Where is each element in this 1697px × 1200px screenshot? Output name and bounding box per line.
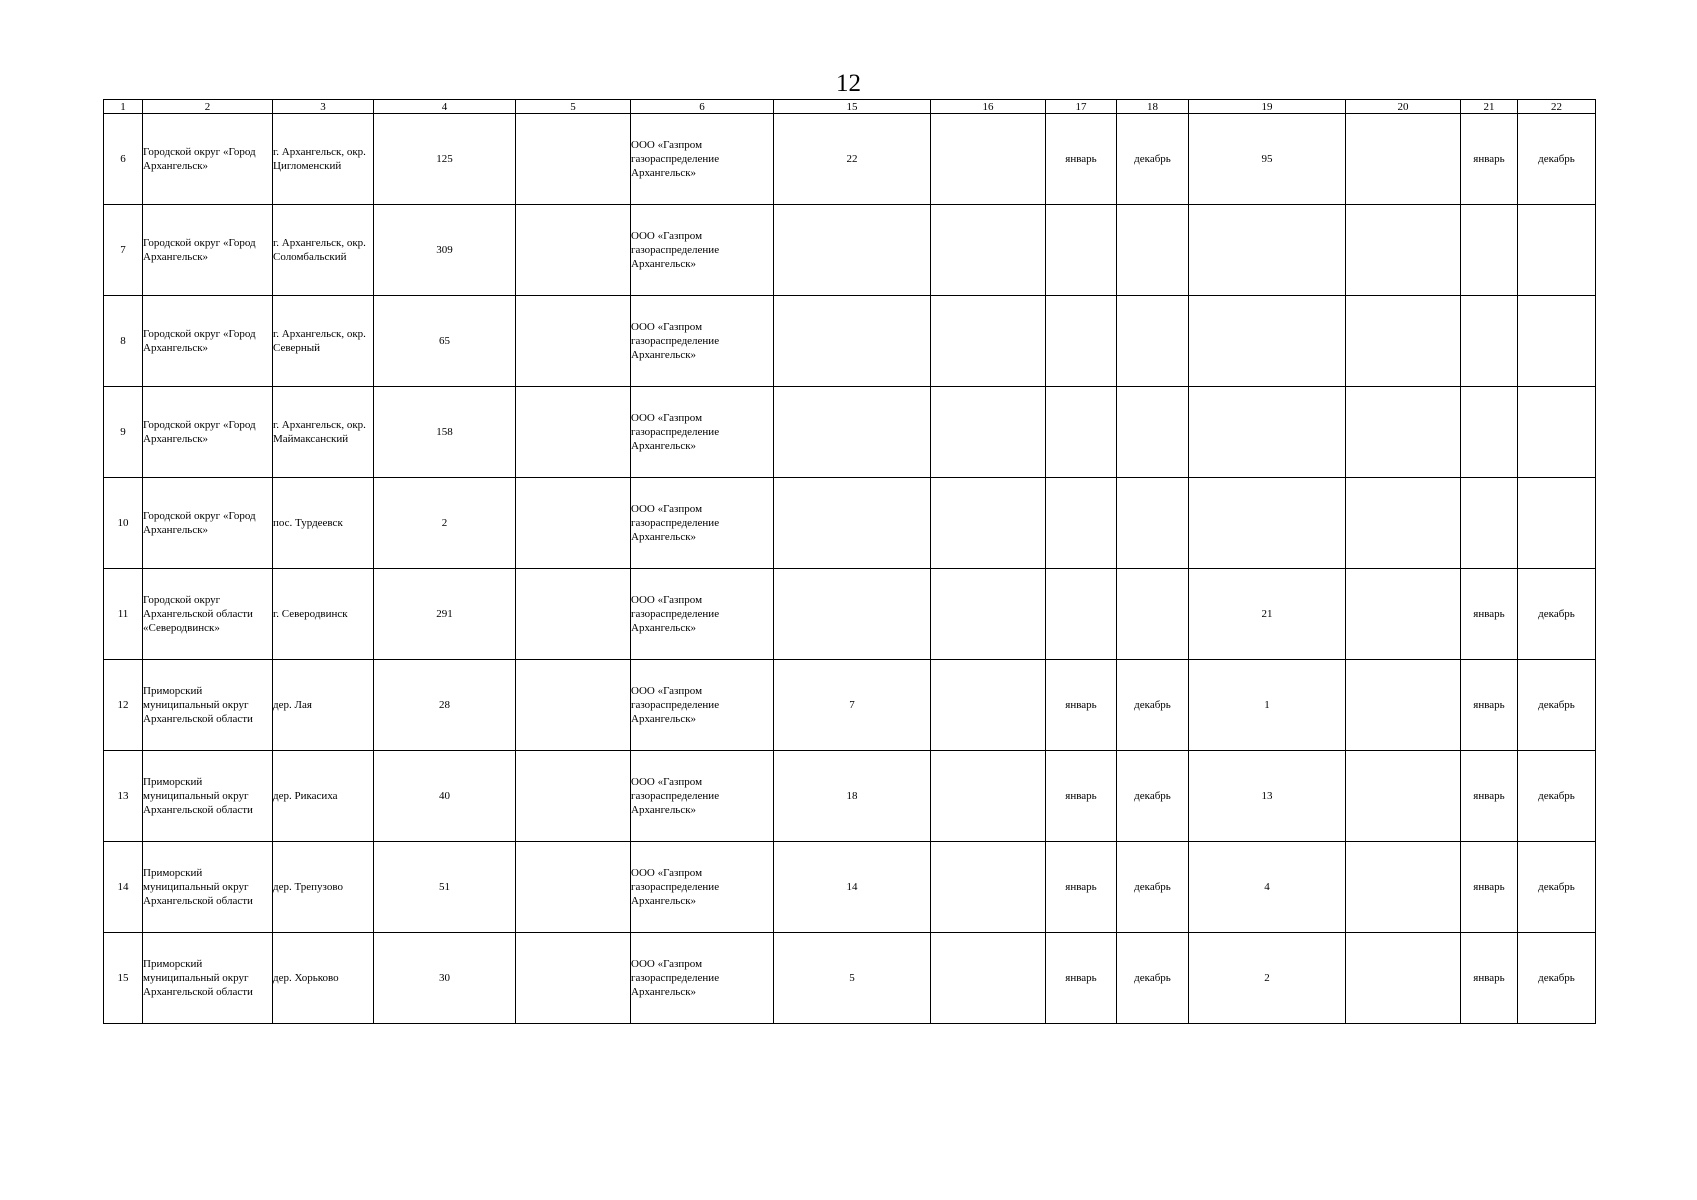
value-cell-19: 4 bbox=[1189, 842, 1346, 933]
table-row bbox=[104, 660, 1596, 751]
header-cell: 1 bbox=[104, 100, 143, 114]
settlement-cell: пос. Турдеевск bbox=[273, 478, 374, 569]
end-month-cell-22: декабрь bbox=[1518, 751, 1596, 842]
value-cell-15: 7 bbox=[774, 660, 931, 751]
value-cell-19 bbox=[1189, 478, 1346, 569]
end-month-cell-22 bbox=[1518, 478, 1596, 569]
value-cell-4: 65 bbox=[374, 296, 516, 387]
table-row bbox=[104, 751, 1596, 842]
start-month-cell-21: январь bbox=[1461, 660, 1518, 751]
value-cell-15: 18 bbox=[774, 751, 931, 842]
start-month-cell-21: январь bbox=[1461, 842, 1518, 933]
row-number-cell: 9 bbox=[104, 387, 143, 478]
end-month-cell-22: декабрь bbox=[1518, 660, 1596, 751]
organization-cell: ООО «Газпром газораспределение Архангельск» bbox=[631, 569, 774, 660]
municipality-cell: Приморский муниципальный округ Архангельской области bbox=[143, 842, 273, 933]
value-cell-20 bbox=[1346, 296, 1461, 387]
value-cell-19: 1 bbox=[1189, 660, 1346, 751]
organization-cell: ООО «Газпром газораспределение Архангельск» bbox=[631, 751, 774, 842]
value-cell-20 bbox=[1346, 933, 1461, 1024]
value-cell-15 bbox=[774, 387, 931, 478]
header-cell: 3 bbox=[273, 100, 374, 114]
table-body bbox=[104, 114, 1596, 1024]
settlement-cell: дер. Лая bbox=[273, 660, 374, 751]
start-month-cell-17 bbox=[1046, 205, 1117, 296]
row-number-cell: 11 bbox=[104, 569, 143, 660]
value-cell-20 bbox=[1346, 387, 1461, 478]
organization-cell: ООО «Газпром газораспределение Архангельск» bbox=[631, 842, 774, 933]
value-cell-5 bbox=[516, 933, 631, 1024]
header-cell: 21 bbox=[1461, 100, 1518, 114]
value-cell-4: 51 bbox=[374, 842, 516, 933]
header-cell: 15 bbox=[774, 100, 931, 114]
header-cell: 2 bbox=[143, 100, 273, 114]
start-month-cell-21 bbox=[1461, 387, 1518, 478]
municipality-cell: Приморский муниципальный округ Архангельской области bbox=[143, 751, 273, 842]
start-month-cell-21 bbox=[1461, 205, 1518, 296]
start-month-cell-17 bbox=[1046, 569, 1117, 660]
value-cell-5 bbox=[516, 114, 631, 205]
end-month-cell-18: декабрь bbox=[1117, 660, 1189, 751]
end-month-cell-22: декабрь bbox=[1518, 933, 1596, 1024]
value-cell-5 bbox=[516, 205, 631, 296]
organization-cell: ООО «Газпром газораспределение Архангельск» bbox=[631, 478, 774, 569]
end-month-cell-18: декабрь bbox=[1117, 751, 1189, 842]
municipality-cell: Городской округ «Город Архангельск» bbox=[143, 205, 273, 296]
table-row bbox=[104, 842, 1596, 933]
table-header bbox=[104, 100, 1596, 114]
table-row bbox=[104, 933, 1596, 1024]
value-cell-16 bbox=[931, 296, 1046, 387]
start-month-cell-17: январь bbox=[1046, 751, 1117, 842]
value-cell-15: 14 bbox=[774, 842, 931, 933]
organization-cell: ООО «Газпром газораспределение Архангельск» bbox=[631, 660, 774, 751]
end-month-cell-18: декабрь bbox=[1117, 933, 1189, 1024]
end-month-cell-18 bbox=[1117, 296, 1189, 387]
header-cell: 19 bbox=[1189, 100, 1346, 114]
value-cell-4: 158 bbox=[374, 387, 516, 478]
value-cell-16 bbox=[931, 205, 1046, 296]
header-cell: 5 bbox=[516, 100, 631, 114]
value-cell-5 bbox=[516, 842, 631, 933]
end-month-cell-22 bbox=[1518, 205, 1596, 296]
page-number: 12 bbox=[836, 70, 861, 97]
value-cell-20 bbox=[1346, 842, 1461, 933]
header-cell: 22 bbox=[1518, 100, 1596, 114]
header-cell: 20 bbox=[1346, 100, 1461, 114]
value-cell-4: 125 bbox=[374, 114, 516, 205]
settlement-cell: г. Архангельск, окр. Соломбальский bbox=[273, 205, 374, 296]
start-month-cell-21: январь bbox=[1461, 751, 1518, 842]
value-cell-20 bbox=[1346, 478, 1461, 569]
value-cell-19 bbox=[1189, 205, 1346, 296]
start-month-cell-17 bbox=[1046, 387, 1117, 478]
end-month-cell-18 bbox=[1117, 569, 1189, 660]
table-row bbox=[104, 478, 1596, 569]
value-cell-19 bbox=[1189, 387, 1346, 478]
end-month-cell-18 bbox=[1117, 478, 1189, 569]
header-cell: 17 bbox=[1046, 100, 1117, 114]
value-cell-15 bbox=[774, 478, 931, 569]
value-cell-16 bbox=[931, 660, 1046, 751]
row-number-cell: 10 bbox=[104, 478, 143, 569]
settlement-cell: дер. Рикасиха bbox=[273, 751, 374, 842]
value-cell-5 bbox=[516, 660, 631, 751]
value-cell-20 bbox=[1346, 751, 1461, 842]
value-cell-4: 291 bbox=[374, 569, 516, 660]
value-cell-5 bbox=[516, 751, 631, 842]
value-cell-16 bbox=[931, 751, 1046, 842]
settlement-cell: г. Северодвинск bbox=[273, 569, 374, 660]
value-cell-19: 13 bbox=[1189, 751, 1346, 842]
end-month-cell-22 bbox=[1518, 387, 1596, 478]
settlement-cell: дер. Трепузово bbox=[273, 842, 374, 933]
row-number-cell: 12 bbox=[104, 660, 143, 751]
value-cell-16 bbox=[931, 842, 1046, 933]
value-cell-20 bbox=[1346, 660, 1461, 751]
header-cell: 6 bbox=[631, 100, 774, 114]
end-month-cell-18 bbox=[1117, 205, 1189, 296]
start-month-cell-17: январь bbox=[1046, 114, 1117, 205]
value-cell-16 bbox=[931, 114, 1046, 205]
value-cell-15: 5 bbox=[774, 933, 931, 1024]
value-cell-15 bbox=[774, 569, 931, 660]
settlement-cell: г. Архангельск, окр. Маймаксанский bbox=[273, 387, 374, 478]
municipality-cell: Городской округ «Город Архангельск» bbox=[143, 478, 273, 569]
table-row bbox=[104, 205, 1596, 296]
settlement-cell: г. Архангельск, окр. Цигломенский bbox=[273, 114, 374, 205]
value-cell-19: 21 bbox=[1189, 569, 1346, 660]
value-cell-16 bbox=[931, 478, 1046, 569]
start-month-cell-17 bbox=[1046, 296, 1117, 387]
organization-cell: ООО «Газпром газораспределение Архангельск» bbox=[631, 296, 774, 387]
value-cell-20 bbox=[1346, 114, 1461, 205]
end-month-cell-18: декабрь bbox=[1117, 114, 1189, 205]
end-month-cell-22: декабрь bbox=[1518, 114, 1596, 205]
start-month-cell-21 bbox=[1461, 296, 1518, 387]
value-cell-19: 2 bbox=[1189, 933, 1346, 1024]
settlement-cell: г. Архангельск, окр. Северный bbox=[273, 296, 374, 387]
row-number-cell: 6 bbox=[104, 114, 143, 205]
data-table bbox=[103, 99, 1596, 1024]
table-row bbox=[104, 569, 1596, 660]
municipality-cell: Приморский муниципальный округ Архангельской области bbox=[143, 933, 273, 1024]
value-cell-5 bbox=[516, 296, 631, 387]
row-number-cell: 14 bbox=[104, 842, 143, 933]
municipality-cell: Городской округ Архангельской области «Северодвинск» bbox=[143, 569, 273, 660]
start-month-cell-17: январь bbox=[1046, 842, 1117, 933]
value-cell-20 bbox=[1346, 205, 1461, 296]
start-month-cell-21: январь bbox=[1461, 569, 1518, 660]
table-row bbox=[104, 296, 1596, 387]
header-cell: 16 bbox=[931, 100, 1046, 114]
value-cell-4: 309 bbox=[374, 205, 516, 296]
value-cell-5 bbox=[516, 478, 631, 569]
row-number-cell: 7 bbox=[104, 205, 143, 296]
value-cell-20 bbox=[1346, 569, 1461, 660]
value-cell-16 bbox=[931, 933, 1046, 1024]
value-cell-15: 22 bbox=[774, 114, 931, 205]
row-number-cell: 8 bbox=[104, 296, 143, 387]
value-cell-16 bbox=[931, 569, 1046, 660]
value-cell-4: 30 bbox=[374, 933, 516, 1024]
end-month-cell-18: декабрь bbox=[1117, 842, 1189, 933]
value-cell-4: 40 bbox=[374, 751, 516, 842]
value-cell-15 bbox=[774, 296, 931, 387]
organization-cell: ООО «Газпром газораспределение Архангельск» bbox=[631, 205, 774, 296]
value-cell-16 bbox=[931, 387, 1046, 478]
organization-cell: ООО «Газпром газораспределение Архангельск» bbox=[631, 114, 774, 205]
organization-cell: ООО «Газпром газораспределение Архангельск» bbox=[631, 933, 774, 1024]
value-cell-15 bbox=[774, 205, 931, 296]
header-cell: 18 bbox=[1117, 100, 1189, 114]
organization-cell: ООО «Газпром газораспределение Архангельск» bbox=[631, 387, 774, 478]
value-cell-4: 28 bbox=[374, 660, 516, 751]
end-month-cell-22: декабрь bbox=[1518, 569, 1596, 660]
end-month-cell-18 bbox=[1117, 387, 1189, 478]
start-month-cell-21 bbox=[1461, 478, 1518, 569]
municipality-cell: Городской округ «Город Архангельск» bbox=[143, 114, 273, 205]
table-row bbox=[104, 114, 1596, 205]
value-cell-19: 95 bbox=[1189, 114, 1346, 205]
municipality-cell: Приморский муниципальный округ Архангельской области bbox=[143, 660, 273, 751]
start-month-cell-17: январь bbox=[1046, 660, 1117, 751]
header-cell: 4 bbox=[374, 100, 516, 114]
municipality-cell: Городской округ «Город Архангельск» bbox=[143, 387, 273, 478]
value-cell-5 bbox=[516, 387, 631, 478]
end-month-cell-22: декабрь bbox=[1518, 842, 1596, 933]
start-month-cell-17 bbox=[1046, 478, 1117, 569]
table-row bbox=[104, 387, 1596, 478]
municipality-cell: Городской округ «Город Архангельск» bbox=[143, 296, 273, 387]
settlement-cell: дер. Хорьково bbox=[273, 933, 374, 1024]
value-cell-5 bbox=[516, 569, 631, 660]
row-number-cell: 13 bbox=[104, 751, 143, 842]
value-cell-19 bbox=[1189, 296, 1346, 387]
start-month-cell-21: январь bbox=[1461, 933, 1518, 1024]
start-month-cell-21: январь bbox=[1461, 114, 1518, 205]
start-month-cell-17: январь bbox=[1046, 933, 1117, 1024]
value-cell-4: 2 bbox=[374, 478, 516, 569]
end-month-cell-22 bbox=[1518, 296, 1596, 387]
row-number-cell: 15 bbox=[104, 933, 143, 1024]
